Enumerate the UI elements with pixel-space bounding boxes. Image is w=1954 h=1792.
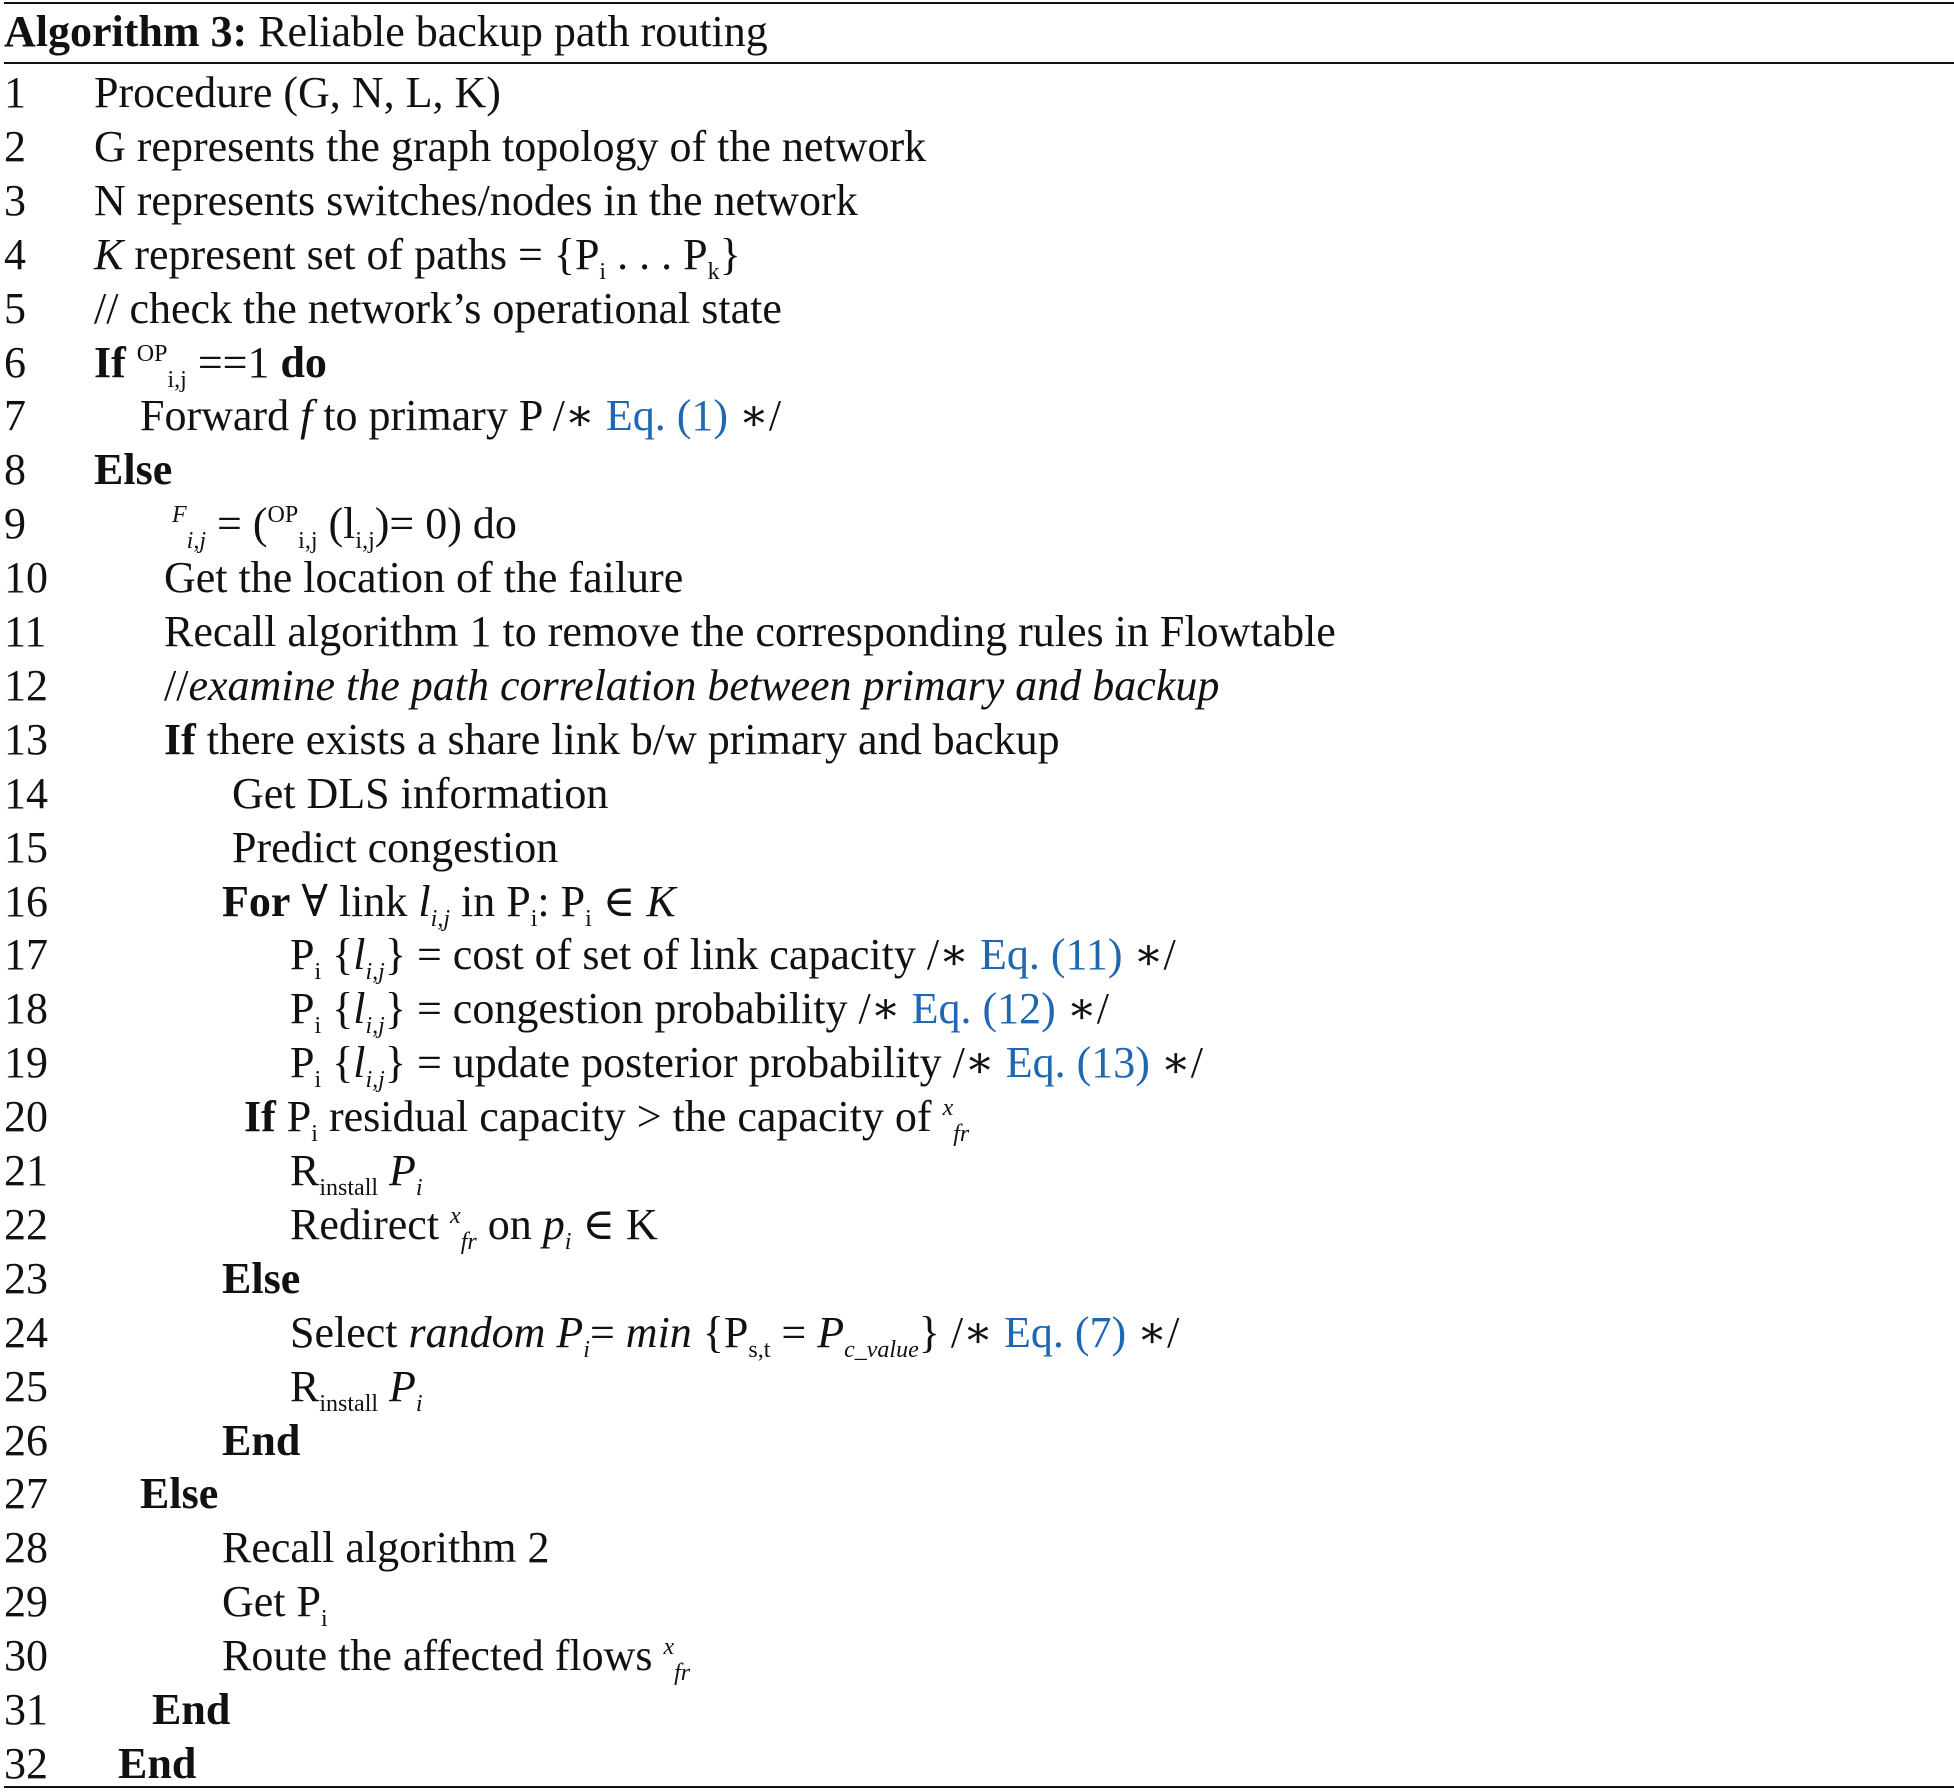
text-segment: ∀ link bbox=[290, 876, 419, 926]
line-code bbox=[290, 1144, 423, 1201]
line-code bbox=[222, 1252, 300, 1306]
line-code bbox=[118, 1737, 196, 1791]
text-segment: Predict congestion bbox=[232, 822, 559, 872]
line-code bbox=[290, 1360, 423, 1417]
italic-symbol: P bbox=[389, 1361, 416, 1411]
algorithm-line bbox=[0, 1090, 1954, 1148]
text-segment: )= 0) do bbox=[374, 499, 517, 549]
equation-reference-link[interactable]: Eq. (11) bbox=[980, 930, 1123, 980]
keyword: End bbox=[118, 1738, 197, 1788]
line-number: 5 bbox=[4, 283, 26, 333]
italic-symbol: random P bbox=[408, 1307, 584, 1357]
text-segment bbox=[378, 1146, 389, 1195]
subscript: i bbox=[314, 1067, 322, 1094]
italic-symbol: f bbox=[300, 391, 313, 441]
line-number: 26 bbox=[4, 1415, 48, 1465]
text-segment: // bbox=[164, 660, 189, 710]
algorithm-line bbox=[0, 928, 1954, 986]
subscript: i,j bbox=[365, 959, 385, 986]
superscript: OP bbox=[136, 340, 168, 367]
text-segment: } = cost of set of link capacity /∗ bbox=[384, 930, 980, 980]
line-number: 28 bbox=[4, 1523, 48, 1573]
text-segment: } = update posterior probability /∗ bbox=[384, 1038, 1006, 1088]
algorithm-line bbox=[0, 497, 1954, 555]
text-segment: ∗/ bbox=[1149, 1038, 1204, 1088]
text-segment: } bbox=[719, 229, 741, 279]
algorithm-line bbox=[0, 659, 1954, 713]
text-segment: Get P bbox=[222, 1577, 321, 1627]
algorithm-line bbox=[0, 336, 1954, 393]
text-segment: : P bbox=[537, 876, 586, 926]
line-number: 8 bbox=[4, 445, 26, 495]
text-segment: to primary P /∗ bbox=[312, 391, 606, 441]
line-code bbox=[94, 174, 858, 228]
line-code bbox=[222, 1414, 300, 1468]
italic-symbol: P bbox=[389, 1146, 416, 1195]
line-number: 32 bbox=[4, 1738, 48, 1788]
line-code bbox=[290, 1306, 1180, 1363]
line-code bbox=[94, 120, 926, 174]
line-number: 6 bbox=[4, 337, 26, 387]
subscript: i bbox=[415, 1390, 423, 1417]
algorithm-line bbox=[0, 66, 1954, 120]
text-segment: Select bbox=[290, 1307, 409, 1357]
algorithm-line bbox=[0, 1144, 1954, 1201]
line-code bbox=[290, 982, 1109, 1040]
text-segment: Recall algorithm 1 to remove the corresponding rules in Flowtable bbox=[164, 607, 1336, 656]
subscript: i bbox=[564, 1228, 572, 1255]
keyword: End bbox=[152, 1685, 231, 1734]
italic-symbol: P bbox=[817, 1307, 845, 1357]
algorithm-line bbox=[0, 389, 1954, 443]
text-segment: { bbox=[321, 984, 354, 1034]
text-segment: represent set of paths = {P bbox=[123, 229, 600, 279]
text-segment: { bbox=[321, 930, 354, 980]
algorithm-line bbox=[0, 443, 1954, 497]
superscript: F bbox=[172, 502, 187, 529]
algorithm-line bbox=[0, 1575, 1954, 1633]
italic-symbol: l bbox=[353, 930, 366, 980]
text-segment: . . . P bbox=[606, 229, 708, 279]
line-number: 10 bbox=[4, 553, 48, 603]
subscript: i bbox=[321, 1606, 328, 1633]
subscript: install bbox=[319, 1390, 379, 1417]
italic-symbol: p bbox=[542, 1199, 565, 1249]
line-code bbox=[164, 551, 683, 605]
text-segment: ∗/ bbox=[1055, 984, 1109, 1034]
equation-reference-link[interactable]: Eq. (12) bbox=[911, 984, 1056, 1034]
line-code bbox=[290, 928, 1176, 986]
text-segment bbox=[126, 338, 137, 387]
line-code bbox=[94, 282, 782, 336]
bottom-rule bbox=[4, 1786, 1954, 1788]
subscript: fr bbox=[460, 1228, 477, 1255]
keyword: Else bbox=[140, 1469, 219, 1519]
equation-reference-link[interactable]: Eq. (7) bbox=[1004, 1307, 1127, 1357]
line-number: 1 bbox=[4, 68, 26, 117]
algorithm-line bbox=[0, 767, 1954, 821]
italic-symbol: l bbox=[353, 1038, 366, 1088]
subscript: fr bbox=[674, 1660, 691, 1687]
text-segment: P bbox=[290, 930, 315, 980]
algorithm-line bbox=[0, 821, 1954, 875]
algorithm-line bbox=[0, 1306, 1954, 1363]
line-code bbox=[152, 1683, 230, 1737]
algorithm-line bbox=[0, 605, 1954, 659]
subscript: i,j bbox=[298, 528, 318, 555]
text-segment: P bbox=[290, 1038, 315, 1088]
line-number: 23 bbox=[4, 1253, 48, 1303]
line-number: 7 bbox=[4, 391, 26, 441]
line-number: 9 bbox=[4, 499, 26, 549]
text-segment: ∗/ bbox=[1126, 1307, 1180, 1357]
italic-symbol: min bbox=[625, 1307, 692, 1357]
algorithm-line bbox=[0, 982, 1954, 1040]
text-segment: there exists a share link b/w primary and backup bbox=[195, 714, 1060, 764]
italic-symbol: l bbox=[418, 876, 431, 926]
text-segment: Get the location of the failure bbox=[164, 553, 684, 603]
line-code bbox=[140, 1467, 218, 1521]
keyword: If bbox=[94, 337, 126, 387]
line-code bbox=[94, 228, 741, 285]
algorithm-line bbox=[0, 1629, 1954, 1687]
subscript: i bbox=[311, 1121, 318, 1148]
text-segment: // check the network’s operational state bbox=[94, 283, 782, 333]
text-segment: {P bbox=[691, 1307, 749, 1357]
keyword: End bbox=[222, 1415, 301, 1465]
algorithm-line bbox=[0, 228, 1954, 285]
algorithm-line bbox=[0, 875, 1954, 932]
line-number: 21 bbox=[4, 1146, 48, 1195]
equation-reference-link[interactable]: Eq. (13) bbox=[1005, 1038, 1150, 1088]
subscript: i bbox=[530, 905, 538, 932]
algorithm-line bbox=[0, 1414, 1954, 1468]
superscript: x bbox=[663, 1634, 675, 1661]
line-code bbox=[164, 659, 1219, 713]
text-segment: ∈ bbox=[591, 876, 647, 926]
line-number: 17 bbox=[4, 930, 48, 980]
line-code bbox=[232, 821, 558, 875]
line-number: 25 bbox=[4, 1361, 48, 1411]
text-segment: = bbox=[589, 1307, 626, 1357]
subscript: install bbox=[319, 1175, 379, 1201]
superscript: OP bbox=[267, 502, 299, 529]
text-segment: Procedure (G, N, L, K) bbox=[94, 68, 501, 117]
algorithm-line bbox=[0, 713, 1954, 767]
algorithm-line bbox=[0, 551, 1954, 605]
subscript: i,j bbox=[355, 528, 375, 555]
line-number: 15 bbox=[4, 822, 48, 872]
subscript: i bbox=[599, 258, 607, 285]
line-code bbox=[222, 875, 676, 932]
text-segment bbox=[378, 1362, 389, 1411]
header-rule bbox=[4, 62, 1954, 64]
line-number: 16 bbox=[4, 876, 48, 926]
keyword: If bbox=[164, 714, 196, 764]
line-number: 30 bbox=[4, 1631, 48, 1681]
text-segment: ∈ K bbox=[571, 1199, 658, 1249]
italic-symbol: K bbox=[646, 876, 676, 926]
superscript: x bbox=[450, 1202, 461, 1229]
line-number: 22 bbox=[4, 1199, 48, 1249]
subscript: i,j bbox=[186, 528, 207, 555]
subscript: i bbox=[415, 1175, 423, 1201]
italic-symbol: l bbox=[353, 984, 366, 1034]
line-number: 19 bbox=[4, 1038, 48, 1088]
algorithm-line bbox=[0, 1252, 1954, 1306]
line-code bbox=[290, 1198, 658, 1255]
line-code bbox=[172, 497, 517, 555]
algorithm-line bbox=[0, 1198, 1954, 1255]
line-number: 4 bbox=[4, 229, 26, 279]
algorithm-line bbox=[0, 120, 1954, 174]
line-number: 11 bbox=[4, 607, 47, 656]
algorithm-line bbox=[0, 1360, 1954, 1417]
text-segment: ==1 bbox=[186, 337, 281, 387]
italic-symbol: examine the path correlation between primary and backup bbox=[188, 660, 1220, 710]
algorithm-line bbox=[0, 1521, 1954, 1575]
algorithm-line bbox=[0, 174, 1954, 228]
algorithm-line bbox=[0, 282, 1954, 336]
keyword: do bbox=[280, 337, 327, 387]
line-code bbox=[94, 336, 327, 393]
text-segment: (l bbox=[317, 499, 356, 549]
line-number: 29 bbox=[4, 1577, 48, 1627]
algorithm-line bbox=[0, 1467, 1954, 1521]
line-code bbox=[222, 1521, 549, 1575]
text-segment: Recall algorithm 2 bbox=[222, 1523, 550, 1573]
text-segment: N represents switches/nodes in the network bbox=[94, 175, 858, 225]
line-code bbox=[94, 443, 172, 497]
line-number: 24 bbox=[4, 1307, 48, 1357]
line-number: 3 bbox=[4, 175, 26, 225]
subscript: k bbox=[707, 258, 720, 285]
line-number: 20 bbox=[4, 1092, 48, 1142]
text-segment: } /∗ bbox=[918, 1307, 1004, 1357]
subscript: i,j bbox=[365, 1013, 385, 1040]
text-segment: Get DLS information bbox=[232, 768, 609, 818]
text-segment: = bbox=[770, 1307, 818, 1357]
line-code bbox=[232, 767, 608, 821]
line-code bbox=[140, 389, 781, 443]
text-segment: ∗/ bbox=[728, 391, 782, 441]
subscript: i,j bbox=[167, 366, 187, 393]
line-number: 2 bbox=[4, 121, 26, 171]
text-segment: Forward bbox=[140, 391, 301, 441]
algorithm-line bbox=[0, 1683, 1954, 1737]
line-code bbox=[94, 66, 501, 120]
text-segment: Redirect bbox=[290, 1199, 451, 1249]
text-segment: ∗/ bbox=[1122, 930, 1176, 980]
text-segment: in P bbox=[450, 876, 531, 926]
text-segment: R bbox=[290, 1146, 320, 1195]
algorithm-title-label: Algorithm 3: bbox=[4, 7, 248, 56]
line-code bbox=[222, 1629, 691, 1687]
keyword: If bbox=[244, 1092, 276, 1142]
subscript: i bbox=[585, 905, 592, 932]
keyword: Else bbox=[222, 1253, 301, 1303]
line-code bbox=[244, 1090, 970, 1148]
line-code bbox=[222, 1575, 328, 1633]
line-code bbox=[164, 605, 1336, 659]
subscript: c_value bbox=[844, 1336, 919, 1363]
keyword: Else bbox=[94, 445, 173, 495]
algorithm-title-text: Reliable backup path routing bbox=[247, 7, 768, 56]
line-number: 13 bbox=[4, 714, 48, 764]
text-segment: R bbox=[290, 1361, 320, 1411]
text-segment: on bbox=[476, 1199, 543, 1249]
subscript: fr bbox=[953, 1121, 970, 1148]
equation-reference-link[interactable]: Eq. (1) bbox=[605, 391, 728, 441]
line-code bbox=[164, 713, 1060, 767]
subscript: i bbox=[314, 1013, 322, 1040]
text-segment: } = congestion probability /∗ bbox=[384, 984, 912, 1034]
italic-symbol: K bbox=[94, 229, 124, 279]
text-segment: G represents the graph topology of the network bbox=[94, 121, 927, 171]
text-segment: P bbox=[290, 984, 315, 1034]
line-number: 27 bbox=[4, 1469, 48, 1519]
subscript: i bbox=[314, 959, 322, 986]
algorithm-line bbox=[0, 1737, 1954, 1791]
subscript: s,t bbox=[748, 1336, 771, 1363]
subscript: i,j bbox=[430, 905, 450, 932]
subscript: i,j bbox=[365, 1067, 385, 1094]
text-segment: residual capacity > the capacity of bbox=[317, 1092, 943, 1142]
text-segment: P bbox=[275, 1092, 312, 1142]
keyword: For bbox=[222, 876, 291, 926]
line-code bbox=[290, 1036, 1204, 1094]
text-segment: Route the affected flows bbox=[222, 1631, 664, 1681]
superscript: x bbox=[942, 1095, 954, 1122]
line-number: 31 bbox=[4, 1685, 48, 1734]
text-segment: { bbox=[321, 1038, 354, 1088]
text-segment: = ( bbox=[206, 499, 268, 549]
algorithm-title bbox=[4, 4, 768, 60]
line-number: 14 bbox=[4, 768, 48, 818]
line-number: 12 bbox=[4, 660, 48, 710]
line-number: 18 bbox=[4, 984, 48, 1034]
subscript: i bbox=[583, 1336, 590, 1363]
algorithm-line bbox=[0, 1036, 1954, 1094]
